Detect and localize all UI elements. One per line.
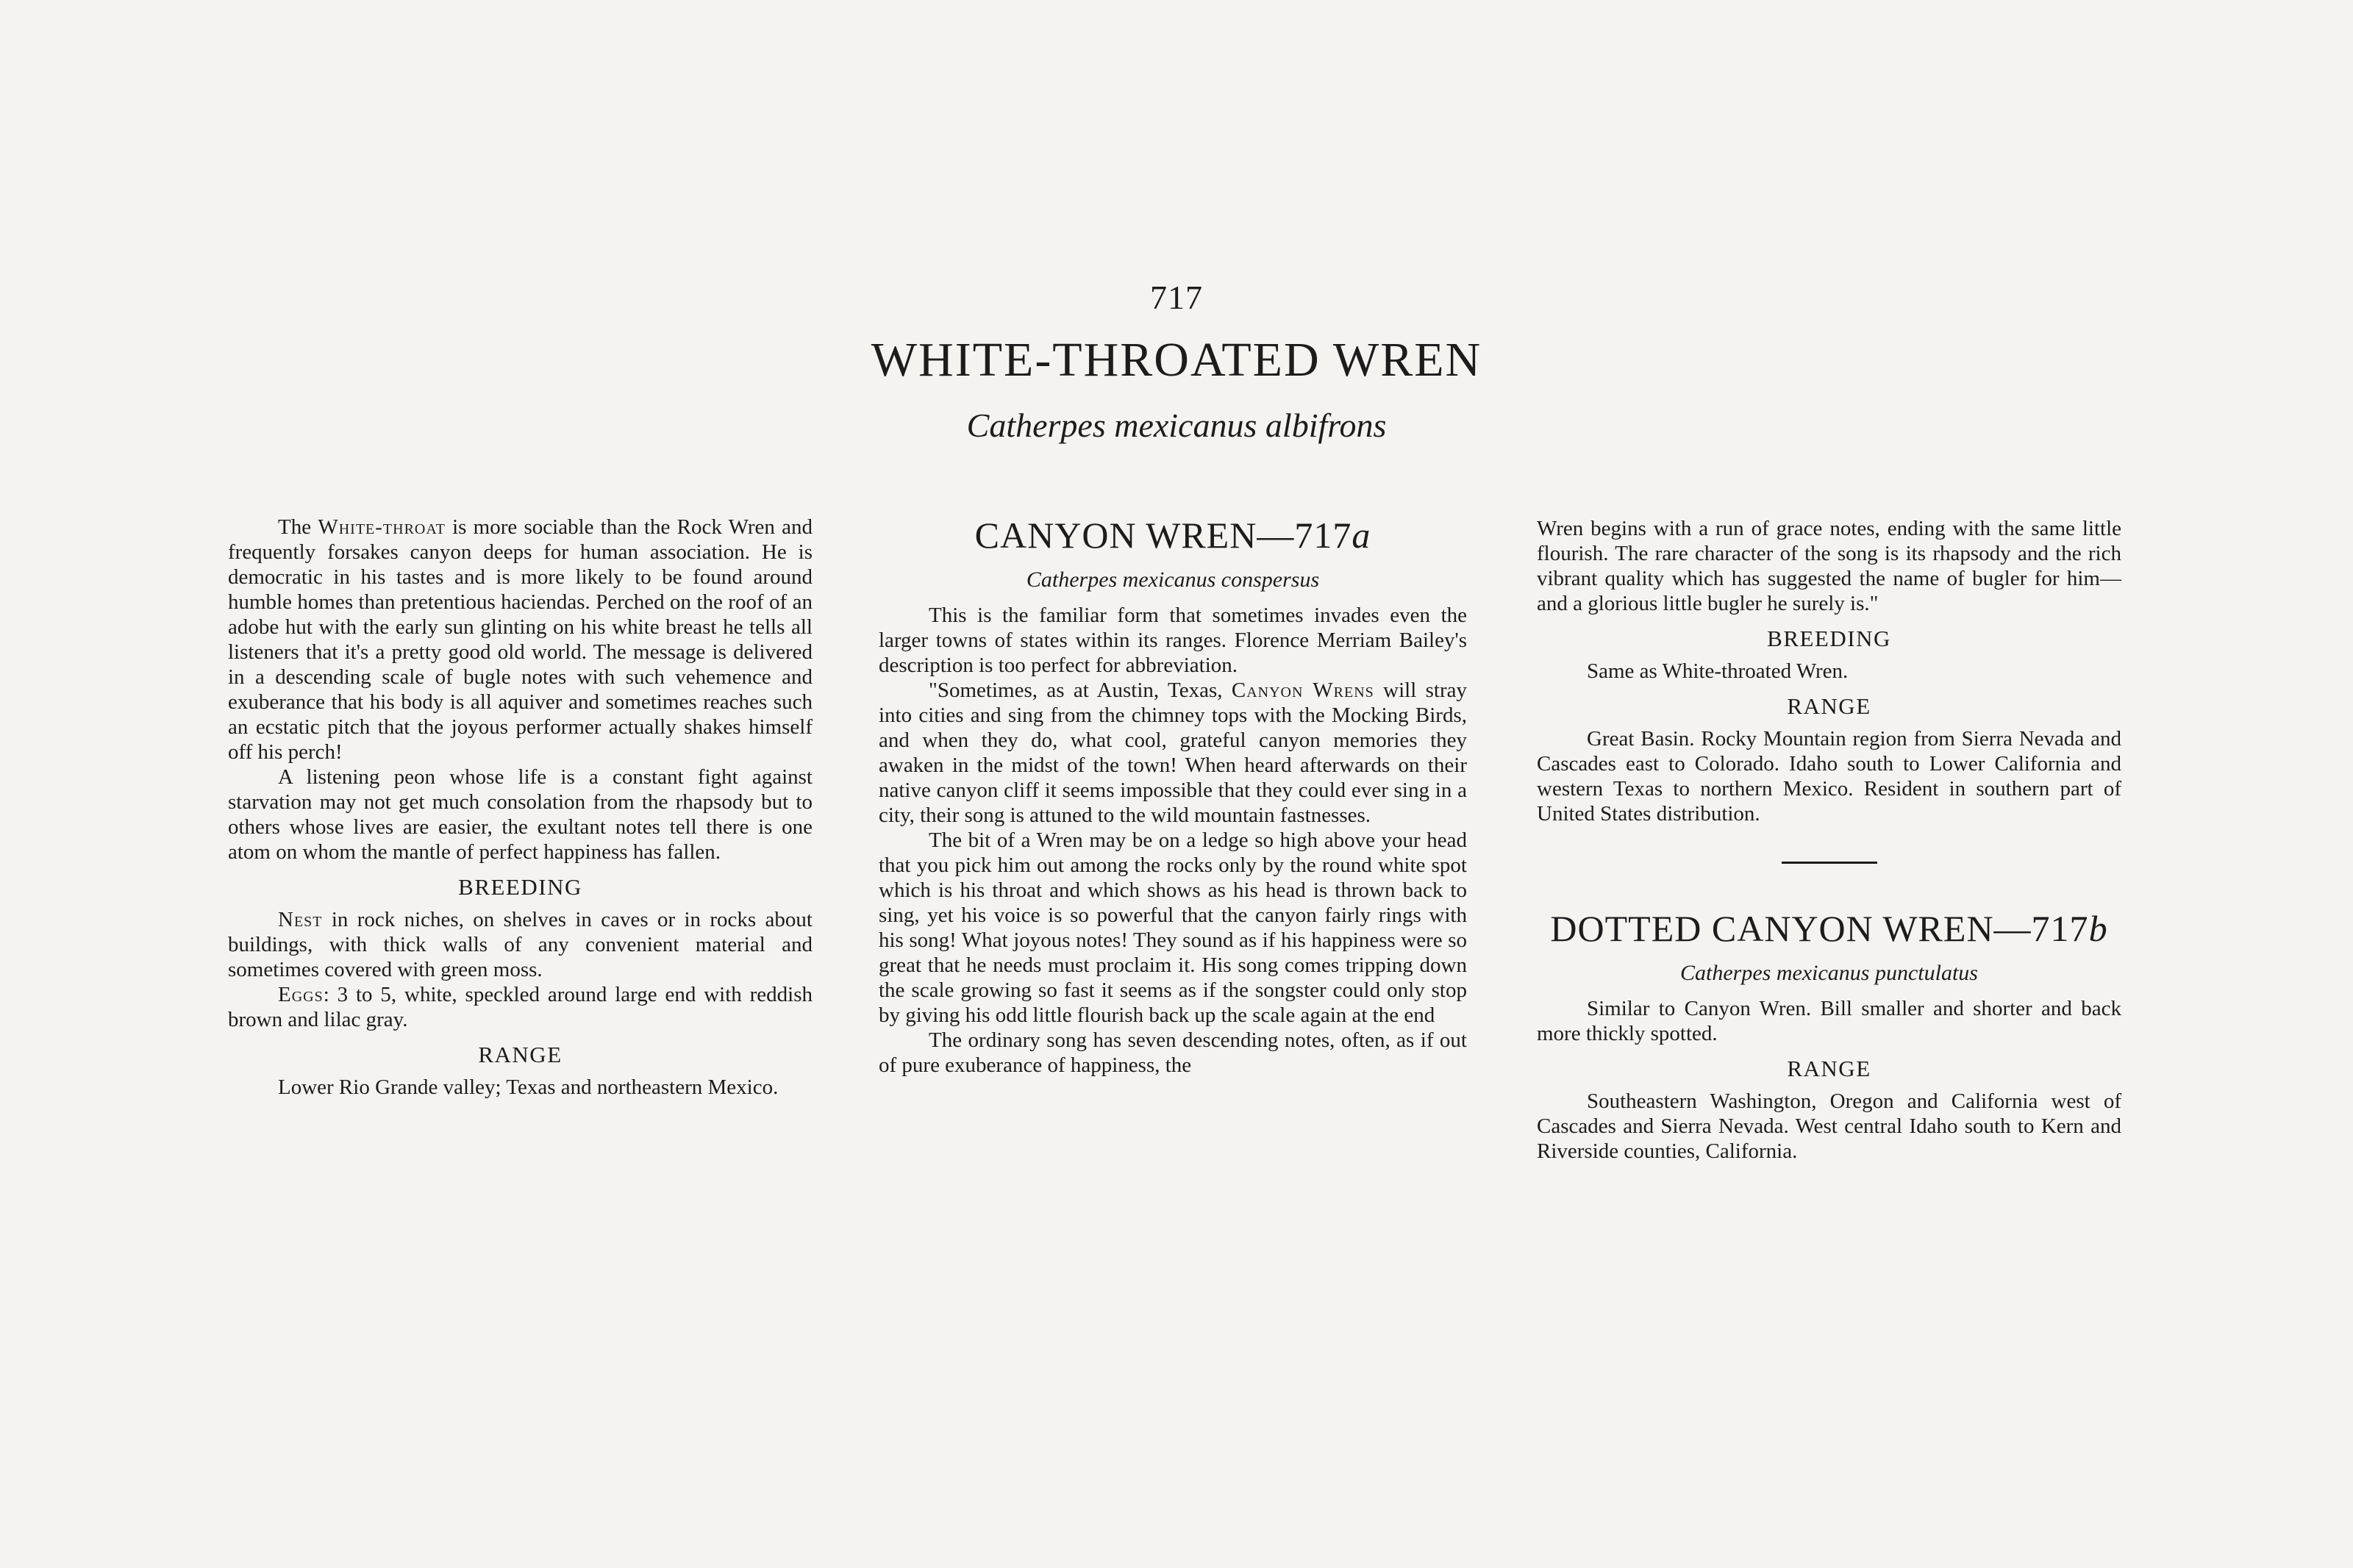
canyon-wren-title-text: CANYON WREN—717 [974,515,1352,556]
dotted-canyon-wren-title [1537,905,2121,952]
range-paragraph: Lower Rio Grande valley; Texas and northeastern Mexico. [278,1075,779,1099]
eggs-paragraph [228,982,813,1032]
page-number: 717 [1150,279,1203,316]
intro-text: is more sociable than the Rock Wren and frequently forsakes canyon deeps for human association. He is democratic in his tastes and is more likely to be found around humble homes than pretentious haciendas. Perched on the roof of an adobe hut with the early sun glinting on his white breast he tells all listeners that it's a pretty good old world. The message is delivered in a descending scale of bugle notes with such vehemence and exuberance that his body is all aquiver and sometimes reaches such an ecstatic pitch that the joyous performer actually shakes himself off his perch! [228,515,813,764]
eggs-text: : 3 to 5, white, speckled around large end with reddish brown and lilac gray. [228,983,813,1031]
canyon-para-3: The bit of a Wren may be on a ledge so high above your head that you pick him out among the rocks only by the round white spot which is his throat and which shows as his head is thrown back to sing, yet his voice is so powerful that the canyon fairly rings with his song! What joyous notes! They sound as if his happiness were so great that he needs must proclaim it. His song comes tripping down the scale growing so fast it seems as if the songster could only stop by giving his odd little flourish back up the scale again at the end [879,828,1467,1027]
canyon-breeding-heading: BREEDING [1767,626,1891,651]
canyon-wren-title-suffix: a [1352,515,1371,556]
canyon-continuation: Wren begins with a run of grace notes, ending with the same little flourish. The rare character of the song is its rhapsody and the rich vibrant quality which has suggested the name of bugler for him—and a glorious little bugler he surely is." [1537,517,2121,615]
intro-lead: The [278,515,318,539]
canyon-breeding-text: Same as White-throated Wren. [1587,659,1849,683]
dotted-scientific-name: Catherpes mexicanus punctulatus [1680,961,1978,985]
dotted-range-text: Southeastern Washington, Oregon and California west of Cascades and Sierra Nevada. West central Idaho south to Kern and Riverside counties, California. [1537,1089,2121,1163]
nest-text: in rock niches, on shelves in caves or in rocks about buildings, with thick walls of any convenient material and sometimes covered with green moss. [228,908,813,981]
dotted-title-text: DOTTED CANYON WREN—717 [1550,908,2089,949]
canyon-para-4: The ordinary song has seven descending notes, often, as if out of pure exuberance of happiness, the [879,1028,1467,1077]
canyon-range-heading: RANGE [1787,693,1871,719]
canyon-wren-scientific-name: Catherpes mexicanus conspersus [1026,568,1320,592]
nest-paragraph [228,907,813,982]
left-column [228,515,813,1100]
canyon-wren-title [879,512,1467,559]
canyon-para-2-lead: "Sometimes, as at Austin, Texas, [929,679,1232,702]
eggs-label: Eggs [278,983,324,1006]
dotted-description: Similar to Canyon Wren. Bill smaller and shorter and back more thickly spotted. [1537,997,2121,1045]
middle-column [879,512,1467,1078]
page-scientific-name: Catherpes mexicanus albifrons [966,407,1387,444]
canyon-para-2-text: will stray into cities and sing from the chimney tops with the Mocking Birds, and when they do, what cool, grateful canyon memories they awaken in the midst of the town! When heard afterwards on their native canyon cliff it seems impossible that they could ever sing in a city, their song is attuned to the wild mountain fastnesses. [879,679,1467,827]
section-divider [1782,862,1877,864]
right-column [1537,516,2121,1164]
breeding-heading: BREEDING [458,874,582,900]
intro-species-name: White-throat [318,515,446,539]
peon-paragraph: A listening peon whose life is a constant fight against starvation may not get much consolation from the rhapsody but to others whose lives are easier, the exultant notes tell there is one atom on whom the mantle of perfect happiness has fallen. [228,765,813,864]
page-title: WHITE-THROATED WREN [871,333,1482,387]
intro-paragraph [228,515,813,765]
dotted-range-heading: RANGE [1787,1056,1871,1081]
canyon-para-1: This is the familiar form that sometimes invades even the larger towns of states within its ranges. Florence Merriam Bailey's description is too perfect for abbreviation. [879,604,1467,677]
range-heading: RANGE [478,1042,563,1067]
canyon-para-2 [879,678,1467,828]
dotted-title-suffix: b [2088,908,2108,949]
canyon-para-2-species: Canyon Wrens [1231,679,1374,702]
nest-label: Nest [278,908,323,931]
canyon-range-text: Great Basin. Rocky Mountain region from Sierra Nevada and Cascades east to Colorado. Idaho south to Lower California and western Texas to northern Mexico. Resident in southern part of United States distribution. [1537,727,2121,826]
